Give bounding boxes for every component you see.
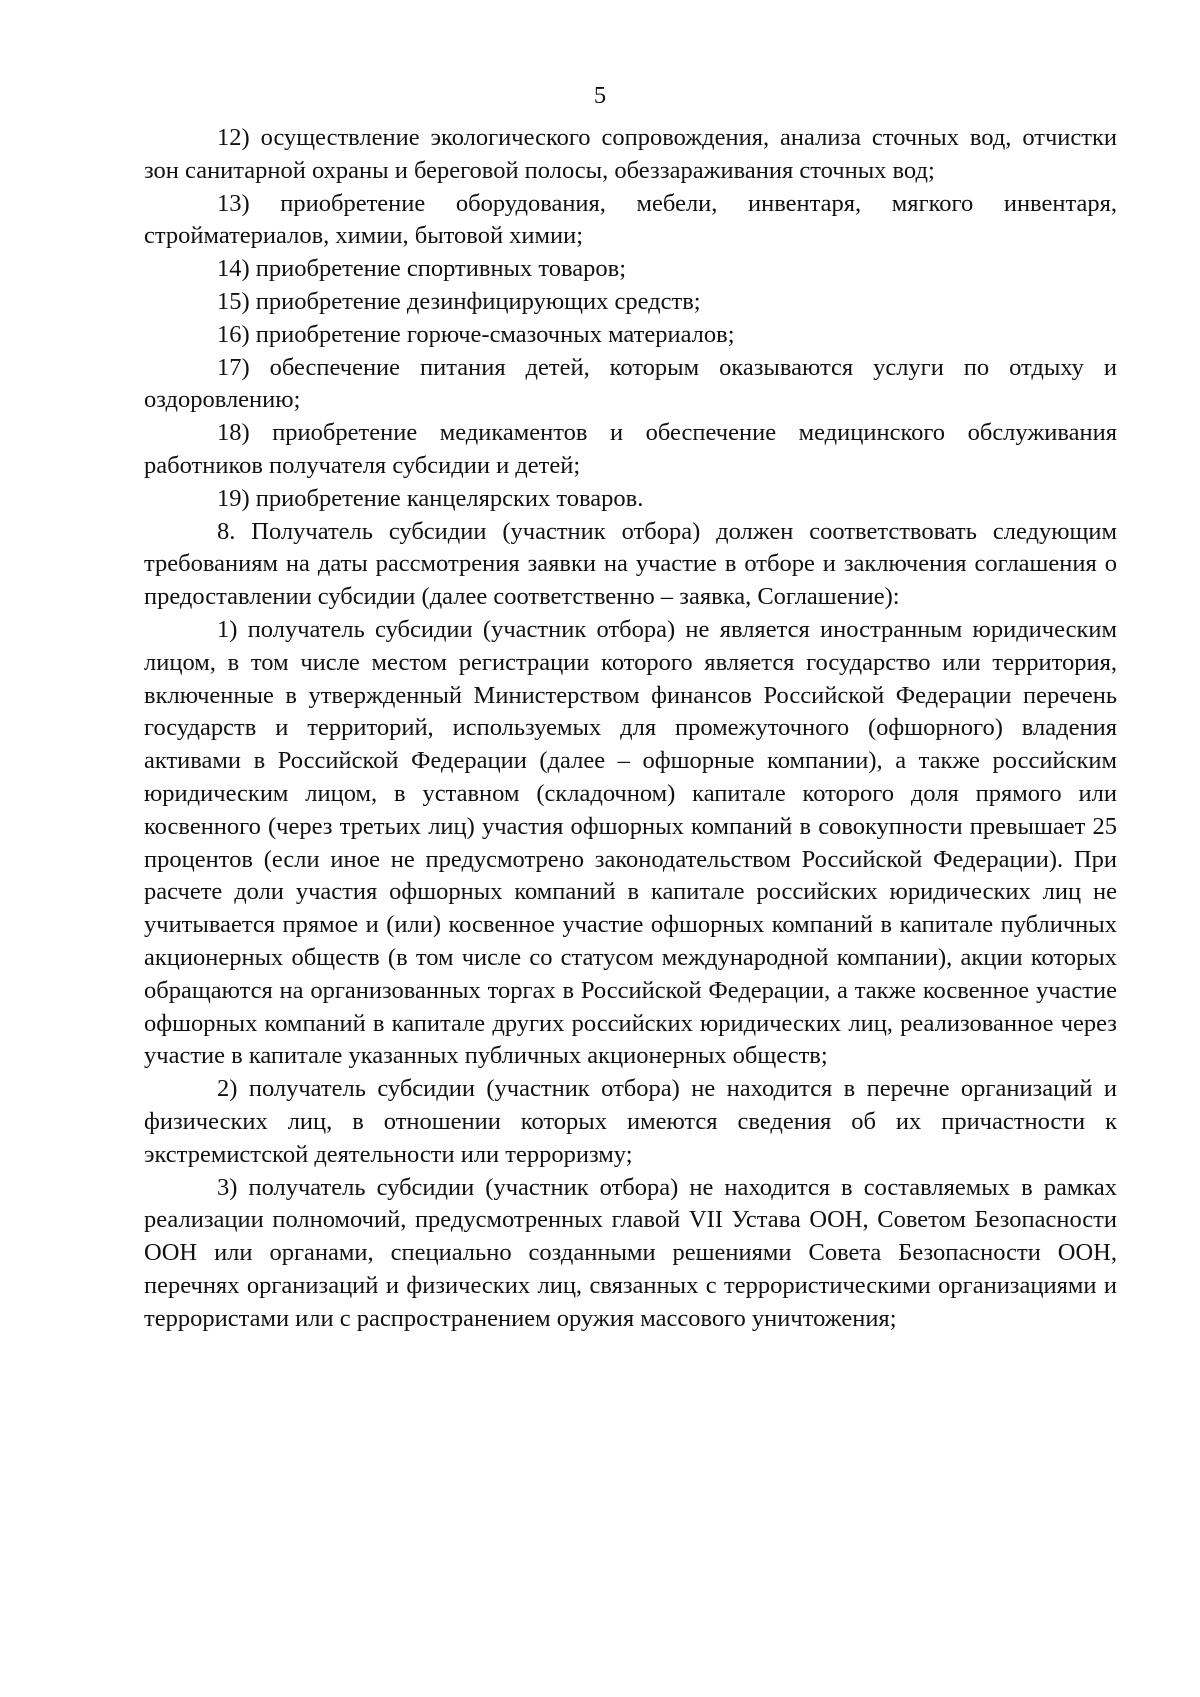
list-item-15: 15) приобретение дезинфицирующих средств; xyxy=(217,287,701,315)
requirement-item-3: 3) получатель субсидии (участник отбора) не находится в составляемых в рамках реализации полномочий, предусмотренных главой VII Устава ООН, Советом Безопасности ООН или органами, специально созданными решениями Совета Безопасности ООН, перечнях организаций и физических лиц, связанных с террористическими организациями и террористами или с распространением оружия массового уничтожения; xyxy=(144,1173,1117,1332)
list-item-17: 17) обеспечение питания детей, которым оказываются услуги по отдыху и оздоровлению; xyxy=(144,353,1117,414)
list-item-18: 18) приобретение медикаментов и обеспечение медицинского обслуживания работников получателя субсидии и детей; xyxy=(144,419,1117,479)
list-item-19: 19) приобретение канцелярских товаров. xyxy=(217,484,644,512)
section-8-paragraph: 8. Получатель субсидии (участник отбора) должен соответствовать следующим требованиям на даты рассмотрения заявки на участие в отборе и заключения соглашения о предоставлении субсидии (далее соответственно – заявка, Соглашение): xyxy=(144,517,1117,611)
list-item-13: 13) приобретение оборудования, мебели, инвентаря, мягкого инвентаря, стройматериалов, химии, бытовой химии; xyxy=(144,189,1117,250)
page-number: 5 xyxy=(593,82,607,109)
list-item-16: 16) приобретение горюче-смазочных материалов; xyxy=(217,320,735,348)
requirement-item-2: 2) получатель субсидии (участник отбора) не находится в перечне организаций и физических лиц, в отношении которых имеются сведения об их причастности к экстремистской деятельности или терроризму; xyxy=(144,1075,1117,1168)
list-item-14: 14) приобретение спортивных товаров; xyxy=(217,255,627,283)
requirement-item-1: 1) получатель субсидии (участник отбора) не является иностранным юридическим лицом, в том числе местом регистрации которого является государство или территория, включенные в утвержденный Министерством финансов Российской Федерации перечень государств и территорий, используемых для промежуточного (офшорного) владения активами в Российской Федерации (далее – офшорные компании), а также российским юридическим лицом, в уставном (складочном) капитале которого доля прямого или косвенного (через третьих лиц) участия офшорных компаний в совокупности превышает 25 процентов (если иное не предусмотрено законодательством Российской Федерации). При расчете доли участия офшорных компаний в капитале российских юридических лиц не учитывается прямое и (или) косвенное участие офшорных компаний в капитале публичных акционерных обществ (в том числе со статусом международной компании), акции которых обращаются на организованных торгах в Российской Федерации, а также косвенное участие офшорных компаний в капитале других российских юридических лиц, реализованное через участие в капитале указанных публичных акционерных обществ; xyxy=(144,615,1117,1070)
list-item-12: 12) осуществление экологического сопровождения, анализа сточных вод, отчистки зон санитарной охраны и береговой полосы, обеззараживания сточных вод; xyxy=(144,124,1117,184)
document-body xyxy=(144,122,1117,1335)
